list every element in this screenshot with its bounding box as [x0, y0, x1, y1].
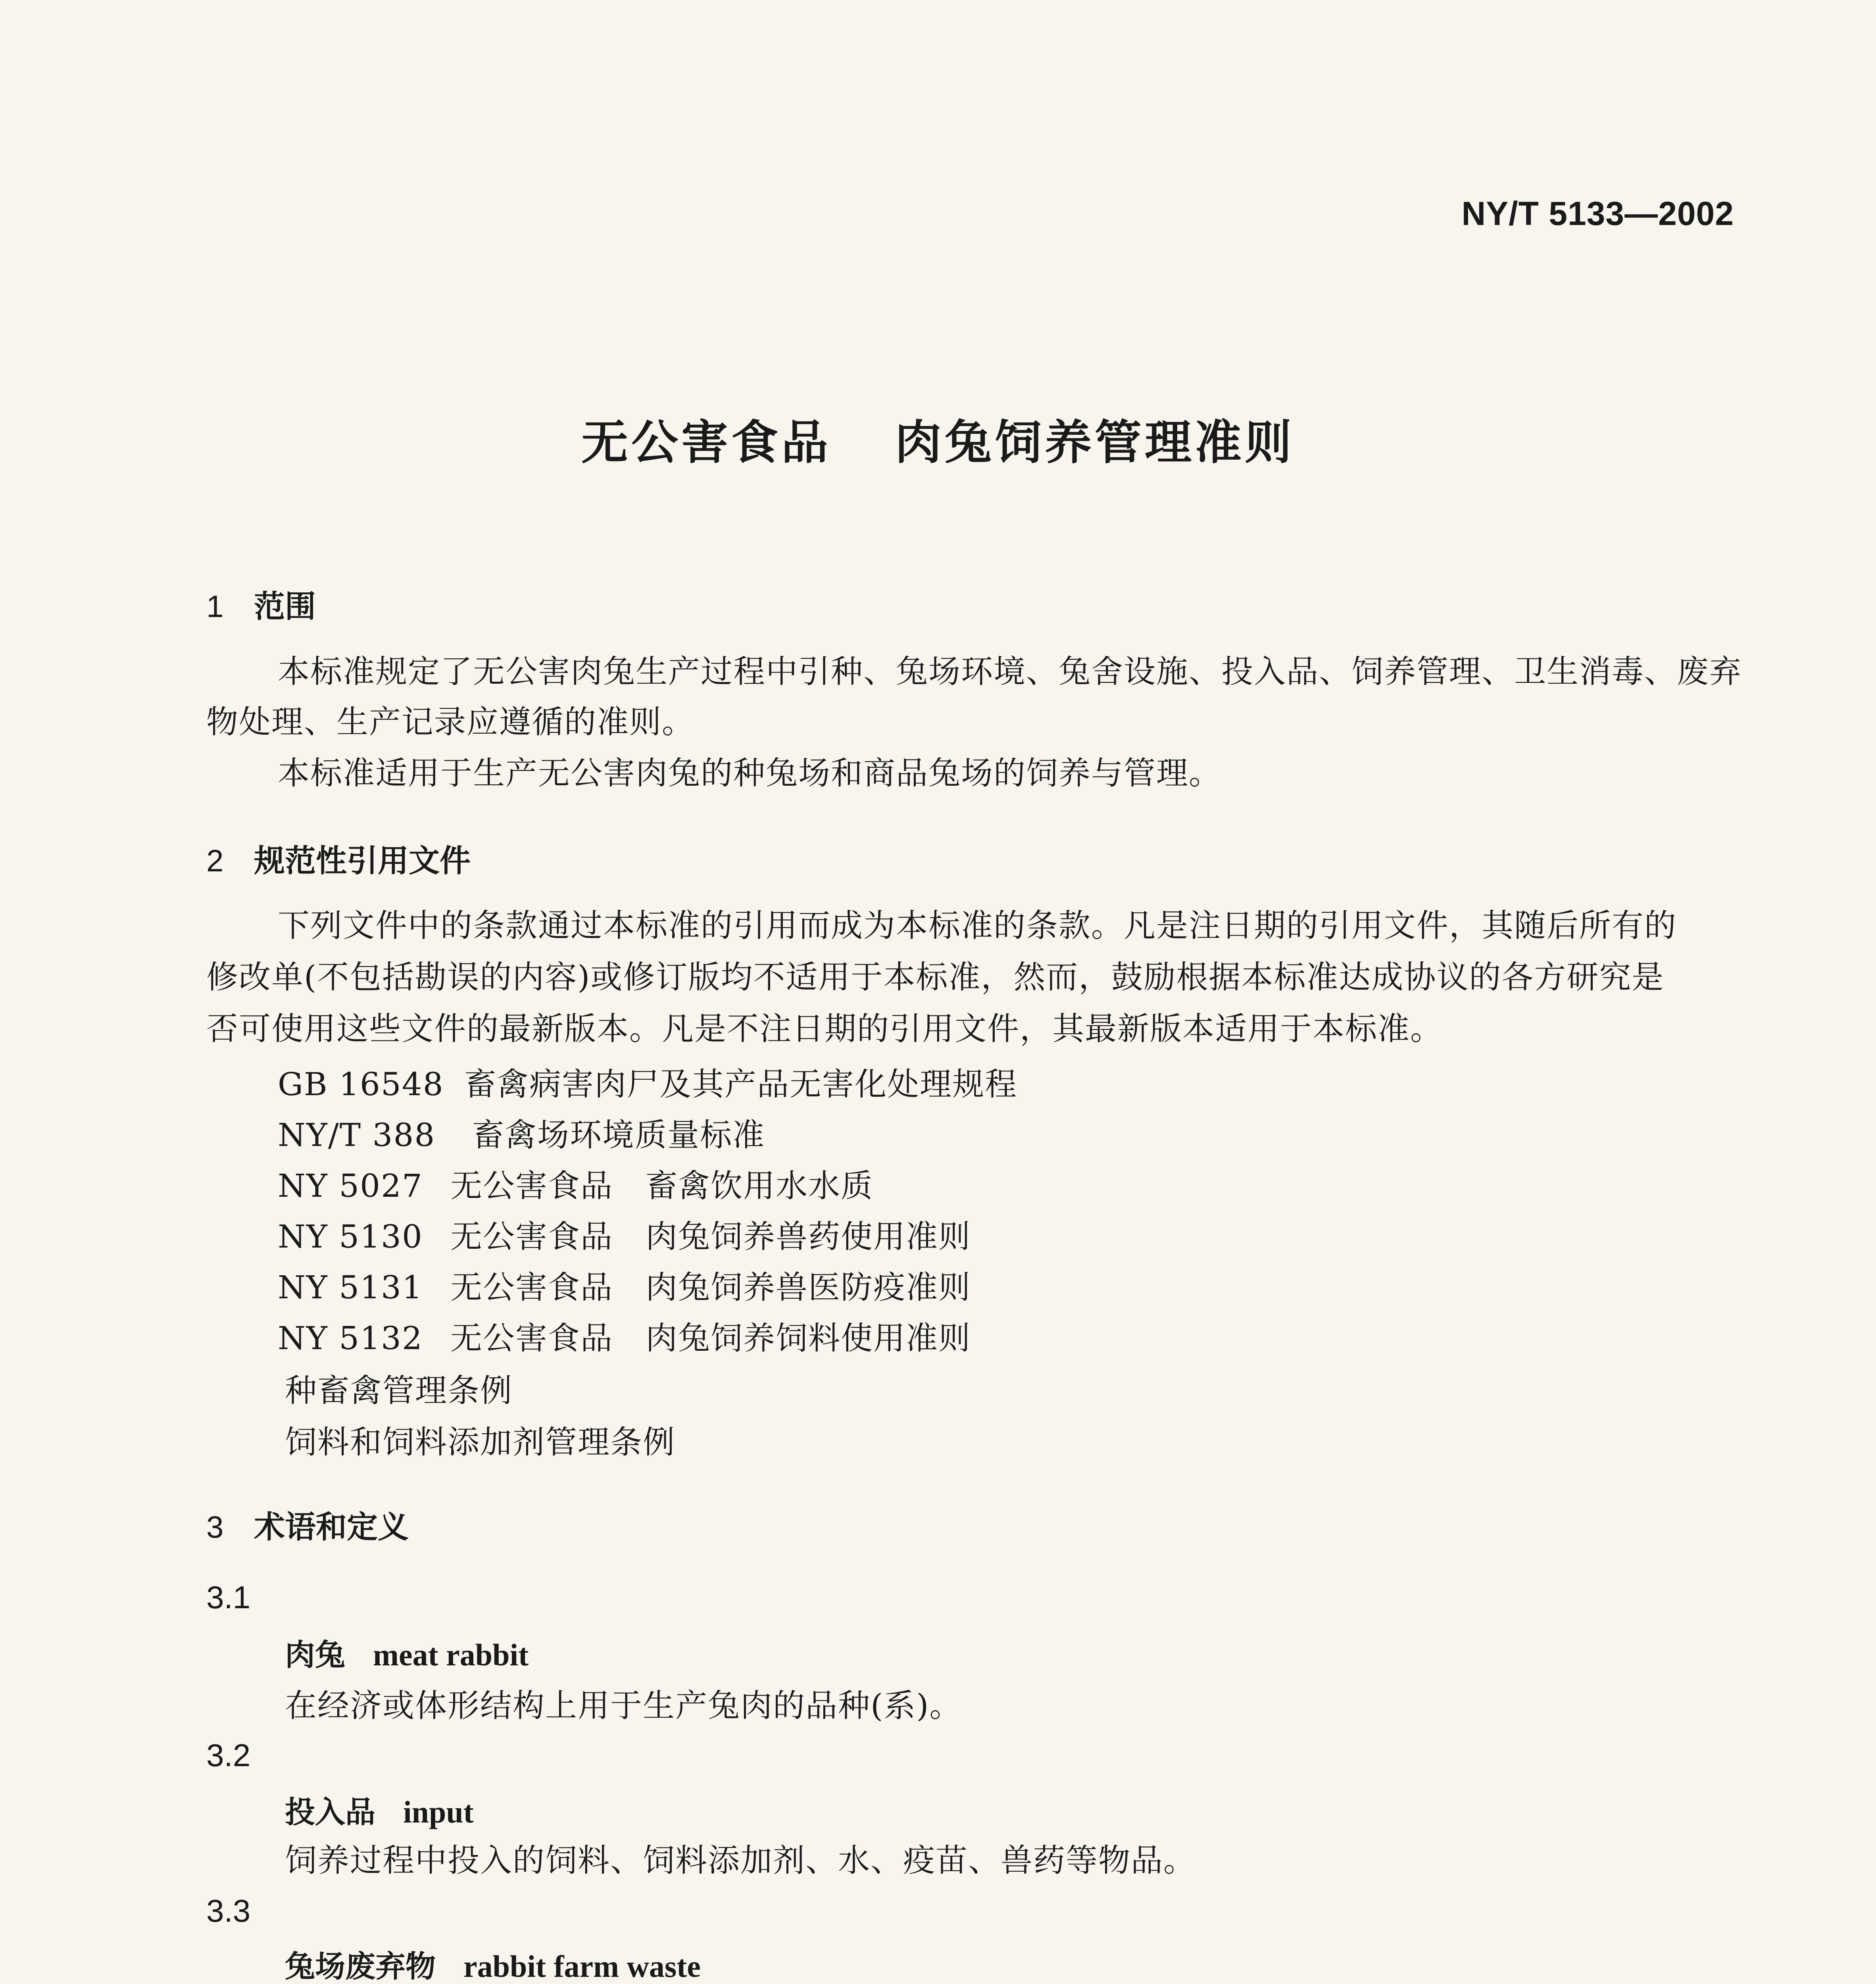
section-1-heading: 1 范围	[206, 589, 316, 625]
reference-item: NY 5130 无公害食品 肉兔饲养兽药使用准则	[278, 1218, 971, 1255]
reference-item: NY 5132 无公害食品 肉兔饲养饲料使用准则	[278, 1320, 971, 1357]
term-number: 3.3	[206, 1893, 251, 1928]
term-definition: 饲养过程中投入的饲料、饲料添加剂、水、疫苗、兽药等物品。	[285, 1842, 1196, 1879]
term-heading: 肉兔 meat rabbit	[285, 1637, 529, 1673]
reference-item: 种畜禽管理条例	[285, 1372, 513, 1409]
reference-item: NY 5027 无公害食品 畜禽饮用水水质	[278, 1167, 873, 1204]
reference-item: GB 16548 畜禽病害肉尸及其产品无害化处理规程	[278, 1066, 1017, 1103]
term-heading: 兔场废弃物 rabbit farm waste	[285, 1949, 701, 1984]
reference-item: NY 5131 无公害食品 肉兔饲养兽医防疫准则	[278, 1269, 971, 1306]
section-1-para-1-line-1: 本标准规定了无公害肉兔生产过程中引种、兔场环境、兔舍设施、投入品、饲养管理、卫生消毒、废弃	[278, 653, 1742, 690]
term-heading: 投入品 input	[285, 1794, 474, 1830]
section-3-heading: 3 术语和定义	[206, 1509, 409, 1545]
standard-code: NY/T 5133—2002	[1461, 195, 1734, 232]
title-part-1: 无公害食品	[581, 415, 831, 470]
section-2-heading: 2 规范性引用文件	[206, 843, 471, 879]
document-title	[0, 405, 1876, 472]
section-1-para-1-line-2: 物处理、生产记录应遵循的准则。	[206, 704, 694, 740]
term-number: 3.2	[206, 1738, 251, 1773]
section-1-para-2: 本标准适用于生产无公害肉兔的种兔场和商品兔场的饲养与管理。	[278, 755, 1221, 792]
term-number: 3.1	[206, 1580, 251, 1615]
reference-item: NY/T 388 畜禽场环境质量标准	[278, 1117, 765, 1153]
section-2-para-line-2: 修改单(不包括勘误的内容)或修订版均不适用于本标准，然而，鼓励根据本标准达成协议的各方研究是	[206, 959, 1665, 996]
reference-item: 饲料和饲料添加剂管理条例	[285, 1424, 675, 1461]
section-2-para-line-1: 下列文件中的条款通过本标准的引用而成为本标准的条款。凡是注日期的引用文件，其随后所有的	[278, 907, 1677, 944]
title-part-2: 肉兔饲养管理准则	[895, 415, 1295, 470]
section-2-para-line-3: 否可使用这些文件的最新版本。凡是不注日期的引用文件，其最新版本适用于本标准。	[206, 1010, 1443, 1047]
term-definition: 在经济或体形结构上用于生产兔肉的品种(系)。	[285, 1687, 962, 1724]
